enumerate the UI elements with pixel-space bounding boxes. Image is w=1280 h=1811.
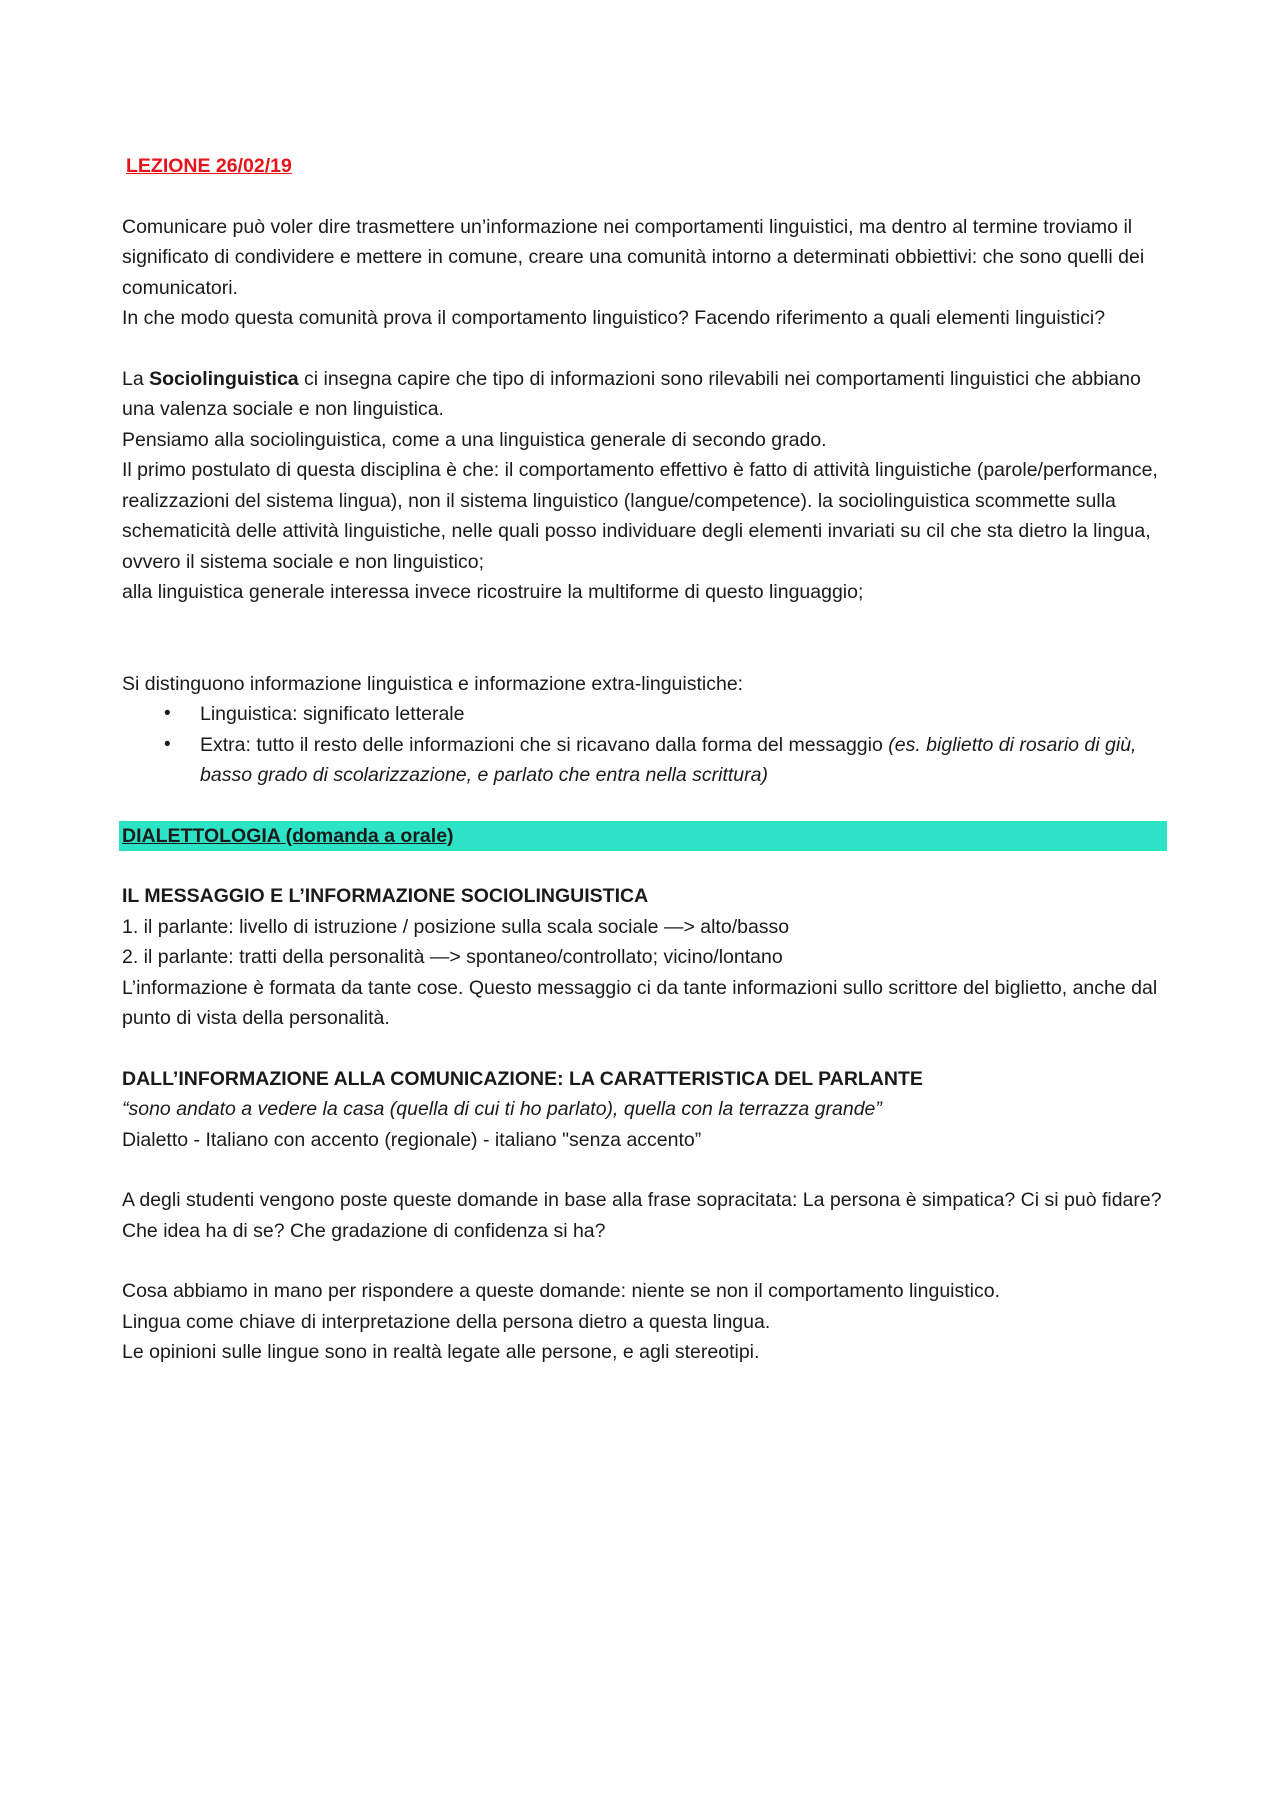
list-item-example: (es. biglietto di rosario di giù, basso grado di scolarizzazione, e parlato che entra nella scrittura) (200, 733, 1137, 786)
document-body (122, 151, 1172, 1368)
spacer (122, 334, 1172, 364)
answer-line-3: Le opinioni sulle lingue sono in realtà legate alle persone, e agli stereotipi. (122, 1341, 760, 1363)
answer-line-1: Cosa abbiamo in mano per rispondere a queste domande: niente se non il comportamento linguistico. (122, 1280, 1001, 1302)
communication-section-heading: DALL’INFORMAZIONE ALLA COMUNICAZIONE: LA CARATTERISTICA DEL PARLANTE (122, 1067, 923, 1090)
lesson-title: LEZIONE 26/02/19 (126, 155, 292, 177)
message-section-heading: IL MESSAGGIO E L’INFORMAZIONE SOCIOLINGUISTICA (122, 885, 649, 907)
spacer (122, 851, 1172, 881)
general-linguistics-note: alla linguistica generale interessa invece ricostruire la multiforme di questo linguaggio; (122, 581, 864, 603)
sociolinguistics-postulate: Il primo postulato di questa disciplina è che: il comportamento effettivo è fatto di attività linguistiche (parole/performance, realizzazioni del sistema lingua), non il sistema linguistico (langue/competence). la sociolinguistica scommette sulla schematicità delle attività linguistiche, nelle quali posso individuare degli elementi invariati su cil che sta dietro la lingua, ovvero il sistema sociale e non linguistico; (122, 459, 1158, 573)
language-variants: Dialetto - Italiano con accento (regionale) - italiano "senza accento” (122, 1128, 702, 1151)
answer-line-2: Lingua come chiave di interpretazione della persona dietro a questa lingua. (122, 1310, 771, 1333)
list-item (122, 730, 1172, 791)
sociolinguistics-lead: La (122, 367, 150, 390)
sociolinguistics-second-degree: Pensiamo alla sociolinguistica, come a una linguistica generale di secondo grado. (122, 428, 827, 451)
spacer (122, 1034, 1172, 1064)
sociolinguistics-term: Sociolinguistica (149, 367, 299, 390)
spacer (122, 1155, 1172, 1185)
distinction-list (122, 699, 1172, 791)
message-point-2: 2. il parlante: tratti della personalità —> spontaneo/controllato; vicino/lontano (122, 946, 783, 968)
distinction-intro: Si distinguono informazione linguistica e informazione extra-linguistiche: (122, 672, 744, 695)
list-item-text: Linguistica: significato letterale (200, 703, 465, 725)
example-quote (122, 1094, 1172, 1125)
spacer (122, 791, 1172, 821)
spacer (122, 182, 1172, 212)
intro-paragraph: Comunicare può voler dire trasmettere un’informazione nei comportamenti linguistici, ma dentro al termine troviamo il significato di condividere e mettere in comune, creare una comunità intorno a determinati obbiettivi: che sono quelli dei comunicatori. (122, 215, 1145, 299)
list-item (122, 699, 1172, 730)
sociolinguistics-rest: ci insegna capire che tipo di informazioni sono rilevabili nei comportamenti linguistici che abbiano una valenza sociale e non linguistica. (122, 367, 1141, 420)
message-paragraph: L’informazione è formata da tante cose. Questo messaggio ci da tante informazioni sullo scrittore del biglietto, anche dal punto di vista della personalità. (122, 976, 1158, 1029)
intro-question: In che modo questa comunità prova il comportamento linguistico? Facendo riferimento a quali elementi linguistici? (122, 307, 1106, 329)
spacer (122, 608, 1172, 669)
spacer (122, 1246, 1172, 1276)
example-quote-text: “sono andato a vedere la casa (quella di cui ti ho parlato), quella con la terrazza grande” (122, 1098, 882, 1120)
message-point-1: 1. il parlante: livello di istruzione / posizione sulla scala sociale —> alto/basso (122, 915, 790, 938)
list-item-text: Extra: tutto il resto delle informazioni che si ricavano dalla forma del messaggio (200, 733, 889, 756)
student-questions: A degli studenti vengono poste queste domande in base alla frase sopracitata: La persona è simpatica? Ci si può fidare? Che idea ha di se? Che gradazione di confidenza si ha? (122, 1189, 1162, 1242)
dialectology-heading: DIALETTOLOGIA (domanda a orale) (119, 821, 1167, 852)
sociolinguistics-paragraph (122, 364, 1172, 425)
